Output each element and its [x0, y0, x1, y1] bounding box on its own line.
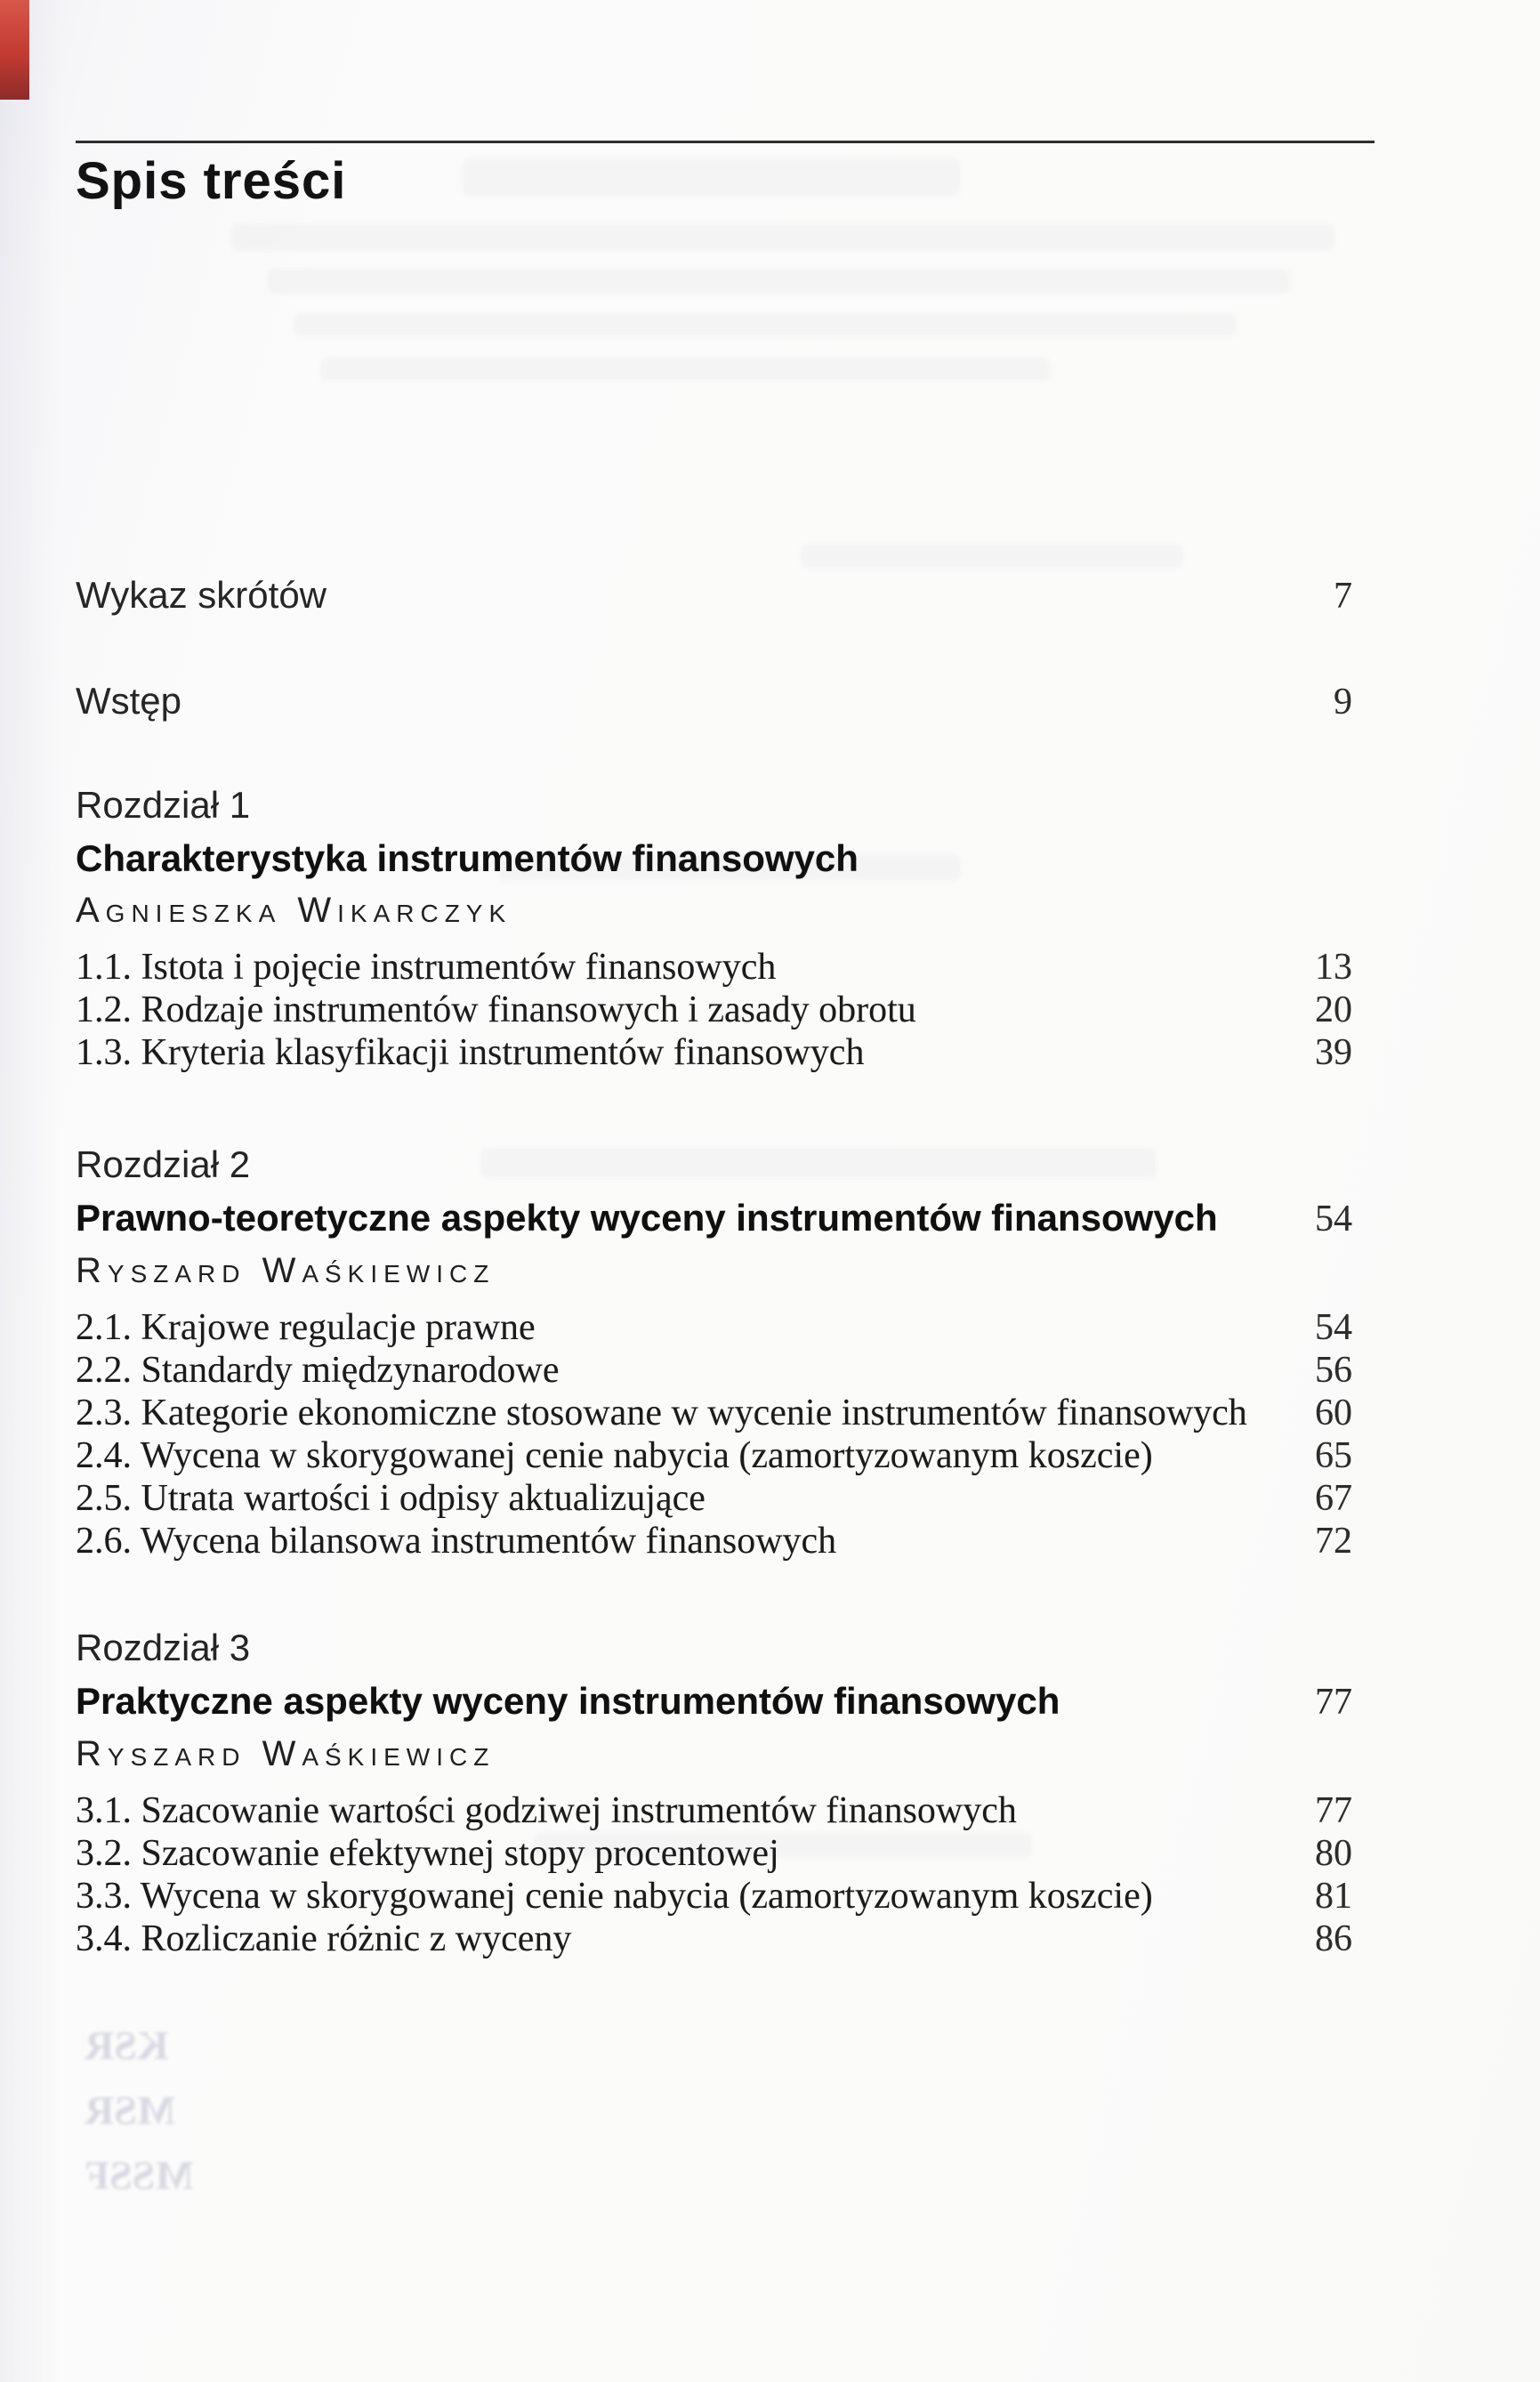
toc-entry-label: 2.5. Utrata wartości i odpisy aktualizujące [76, 1478, 705, 1519]
chapter-title-row [76, 837, 1375, 880]
toc-entry-page-number: 56 [1315, 1350, 1352, 1391]
chapter-author: Ryszard Waśkiewicz [76, 1251, 496, 1290]
toc-entry [76, 1434, 1375, 1477]
chapter-title-row [76, 1197, 1375, 1240]
chapter-kicker: Rozdział 3 [76, 1627, 251, 1668]
toc-entry [76, 1918, 1375, 1960]
scan-edge-shadow [0, 0, 62, 2382]
bleedthrough-text: MSR [85, 2087, 176, 2133]
toc-entry-page-number: 20 [1315, 989, 1352, 1030]
chapter-items [76, 946, 1375, 1074]
toc-content [76, 0, 1375, 1960]
toc-entry-wykaz-skrotow [76, 574, 1375, 618]
chapter-items [76, 1789, 1375, 1960]
chapter-items [76, 1306, 1375, 1562]
toc-entry [76, 1789, 1375, 1832]
chapter-title: Prawno-teoretyczne aspekty wyceny instrumentów finansowych [76, 1197, 1218, 1239]
toc-entry [76, 1349, 1375, 1392]
toc-entry-page-number: 72 [1315, 1521, 1352, 1562]
toc-entry-label: 3.4. Rozliczanie różnic z wyceny [76, 1918, 572, 1959]
toc-entry-page-number: 39 [1315, 1032, 1352, 1073]
toc-entry-page-number: 54 [1315, 1307, 1352, 1348]
toc-entry-label: 2.3. Kategorie ekonomiczne stosowane w wycenie instrumentów finansowych [76, 1393, 1247, 1433]
toc-entry-page-number: 80 [1315, 1833, 1352, 1874]
toc-entry-page-number: 67 [1315, 1478, 1352, 1519]
chapter-page-number: 77 [1315, 1682, 1352, 1723]
bleedthrough-text: KSR [85, 2023, 169, 2068]
toc-entry-page-number: 13 [1315, 947, 1352, 988]
toc-entry [76, 989, 1375, 1031]
toc-entry-wstep [76, 680, 1375, 723]
bleedthrough-text: MSSF [85, 2152, 194, 2198]
toc-entry-label: 2.4. Wycena w skorygowanej cenie nabycia (zamortyzowanym koszcie) [76, 1435, 1153, 1476]
toc-entry [76, 946, 1375, 989]
chapter-kicker: Rozdział 1 [76, 784, 251, 826]
toc-entry-label: 2.1. Krajowe regulacje prawne [76, 1307, 536, 1348]
toc-entry-page-number: 65 [1315, 1435, 1352, 1476]
chapter-title-row [76, 1680, 1375, 1724]
chapter-3-block [76, 1627, 1375, 1960]
toc-entry [76, 1392, 1375, 1434]
toc-entry-page-number: 77 [1315, 1790, 1352, 1831]
chapter-title: Charakterystyka instrumentów finansowych [76, 837, 859, 879]
toc-entry-page-number: 60 [1315, 1393, 1352, 1433]
toc-entry-page-number: 86 [1315, 1918, 1352, 1959]
toc-entry-page-number: 9 [1334, 682, 1352, 723]
toc-entry [76, 1306, 1375, 1349]
red-corner-mark [0, 0, 29, 100]
chapter-author: Agnieszka Wikarczyk [76, 891, 512, 930]
chapter-1-block [76, 784, 1375, 1074]
toc-entry [76, 1031, 1375, 1074]
toc-entry [76, 1875, 1375, 1918]
toc-entry-label: 1.3. Kryteria klasyfikacji instrumentów finansowych [76, 1032, 865, 1073]
toc-entry-label: 3.2. Szacowanie efektywnej stopy procentowej [76, 1833, 779, 1874]
toc-entry-label: 3.3. Wycena w skorygowanej cenie nabycia (zamortyzowanym koszcie) [76, 1876, 1153, 1917]
chapter-page-number: 54 [1315, 1199, 1352, 1239]
toc-entry-page-number: 7 [1334, 576, 1352, 617]
toc-entry [76, 1520, 1375, 1562]
toc-entry [76, 1477, 1375, 1520]
toc-entry-label: Wstęp [76, 680, 182, 722]
chapter-title: Praktyczne aspekty wyceny instrumentów finansowych [76, 1680, 1060, 1722]
chapter-2-block [76, 1143, 1375, 1562]
toc-entry-page-number: 81 [1315, 1876, 1352, 1917]
page-title: Spis treści [76, 152, 347, 210]
toc-entry-label: 1.1. Istota i pojęcie instrumentów finansowych [76, 947, 777, 988]
chapter-author: Ryszard Waśkiewicz [76, 1734, 496, 1773]
toc-entry-label: 2.6. Wycena bilansowa instrumentów finansowych [76, 1521, 837, 1562]
toc-entry [76, 1832, 1375, 1875]
chapter-kicker: Rozdział 2 [76, 1143, 251, 1185]
toc-entry-label: 2.2. Standardy międzynarodowe [76, 1350, 560, 1391]
header-rule [76, 141, 1375, 143]
toc-entry-label: Wykaz skrótów [76, 574, 327, 616]
toc-entry-label: 1.2. Rodzaje instrumentów finansowych i zasady obrotu [76, 989, 916, 1030]
toc-entry-label: 3.1. Szacowanie wartości godziwej instrumentów finansowych [76, 1790, 1017, 1831]
